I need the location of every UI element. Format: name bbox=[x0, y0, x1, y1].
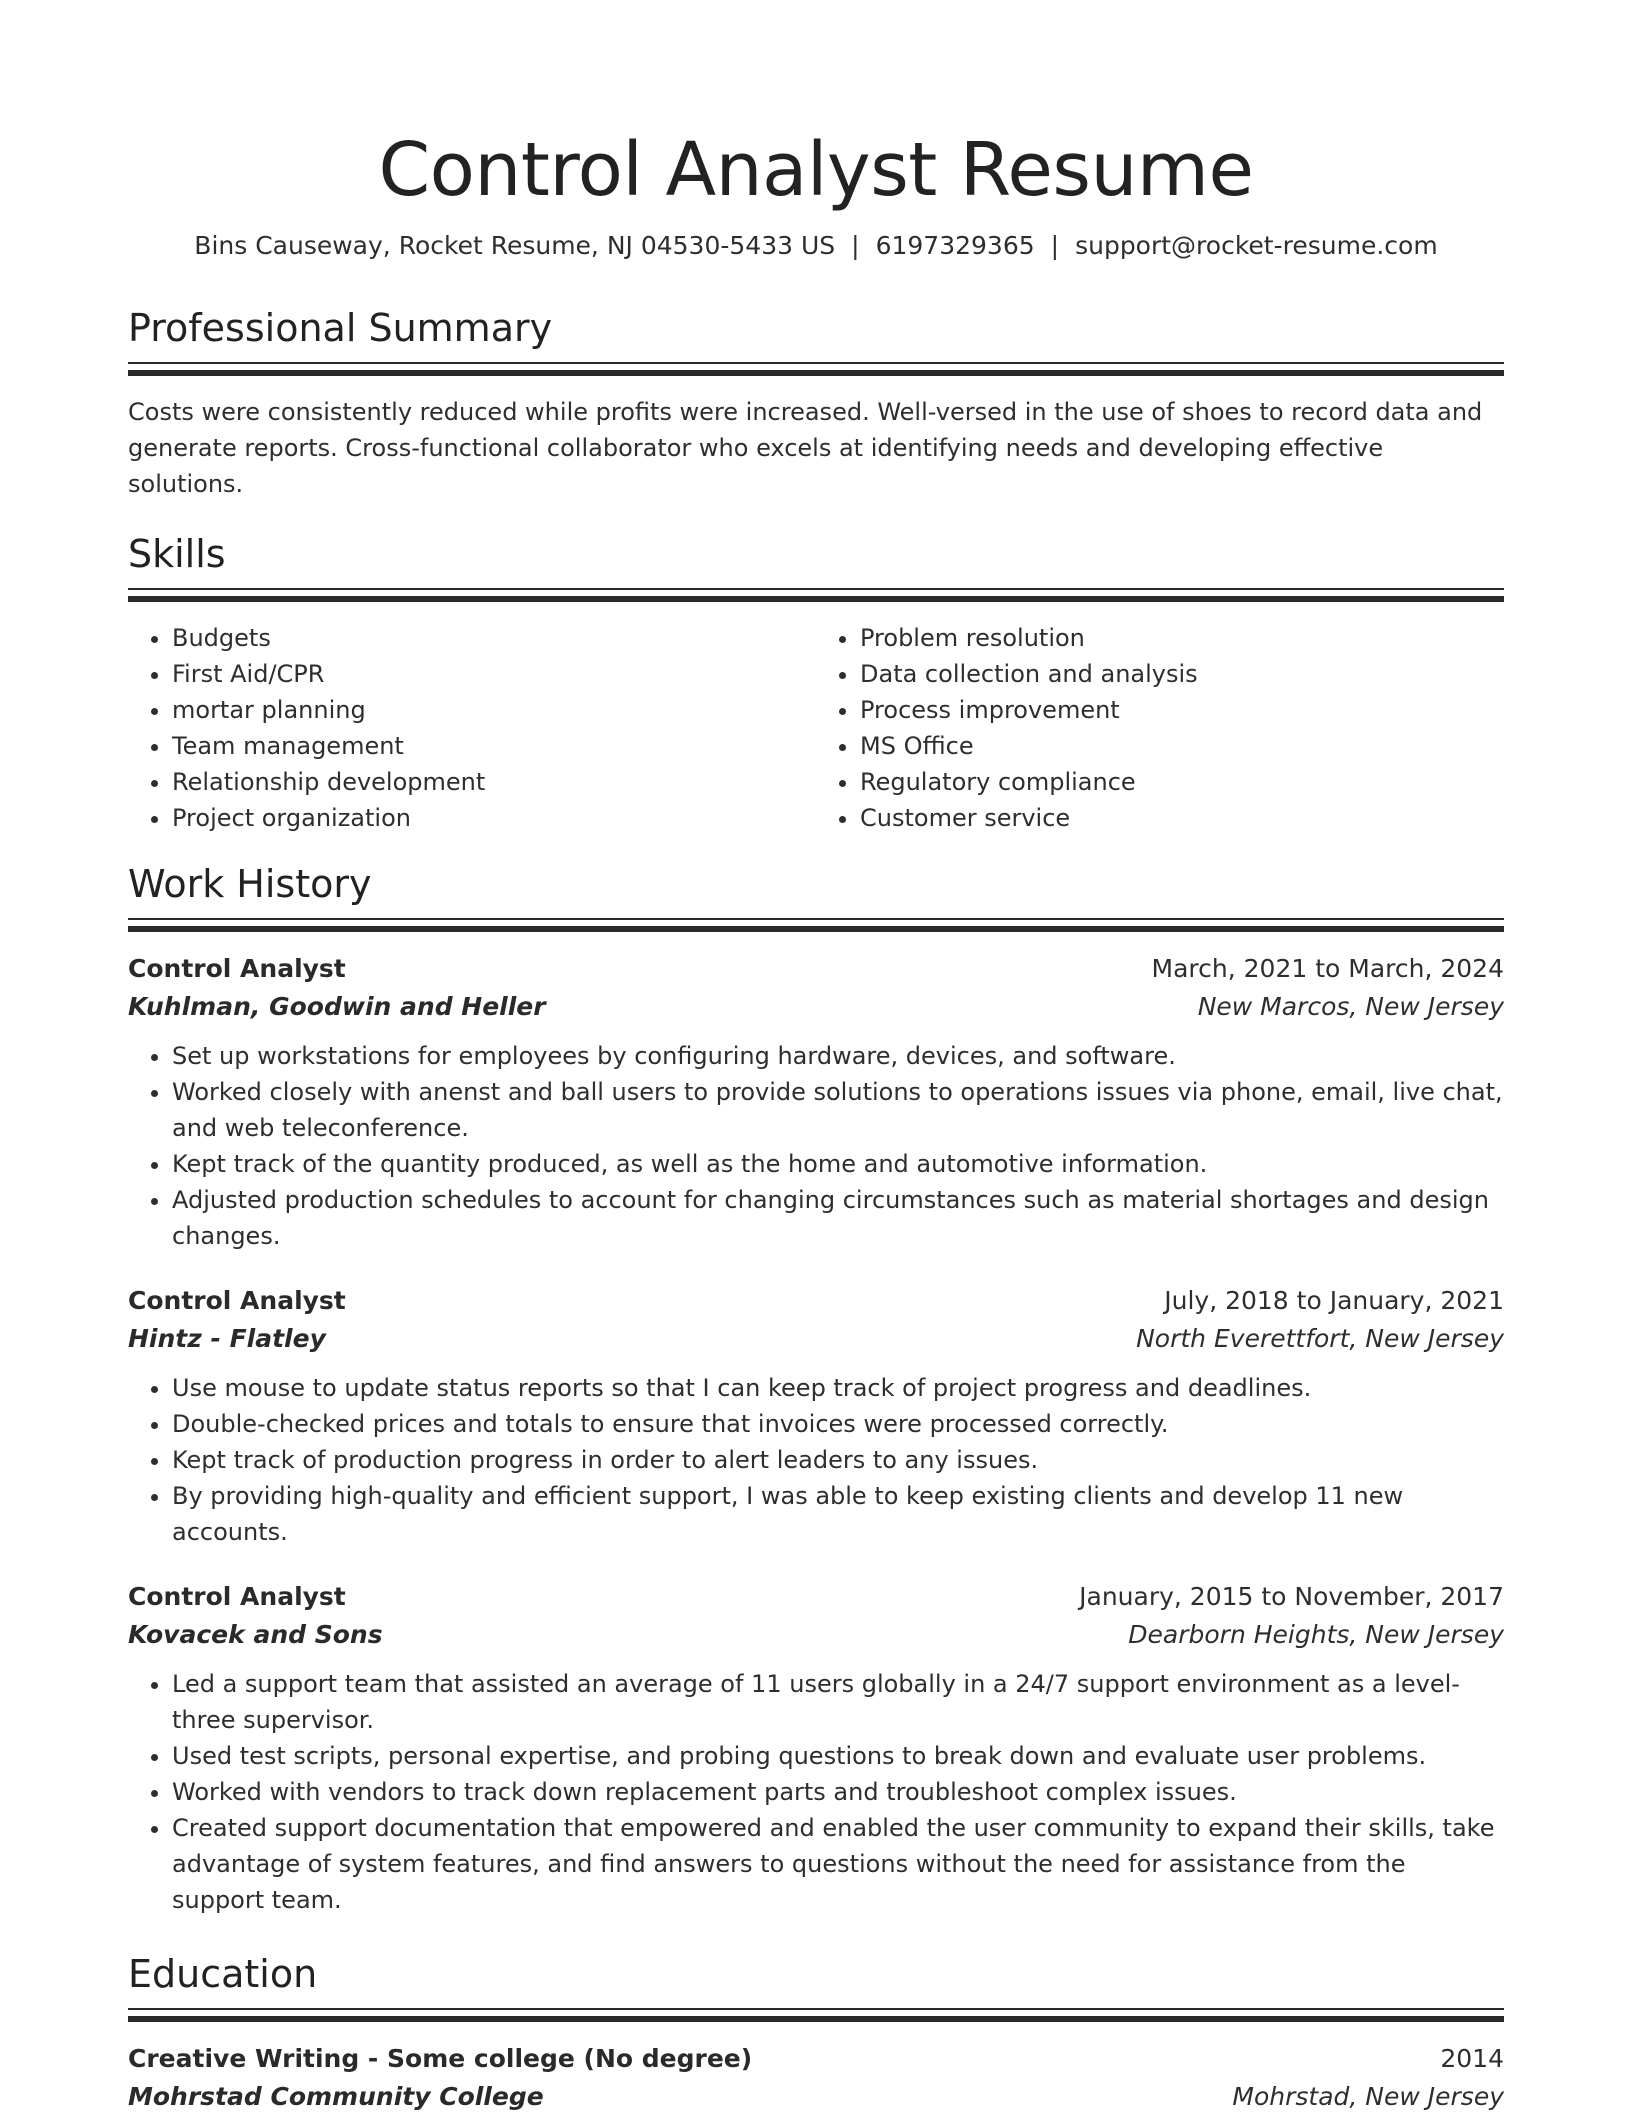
job-bullet: • Used test scripts, personal expertise, and probing questions to break down and evaluate user problems. bbox=[172, 1738, 1504, 1774]
contact-line bbox=[128, 230, 1504, 262]
job-bullets bbox=[128, 1038, 1504, 1254]
job-bullet: • Adjusted production schedules to account for changing circumstances such as material shortages and design changes. bbox=[172, 1182, 1504, 1254]
contact-address: Bins Causeway, Rocket Resume, NJ 04530-5433 US bbox=[194, 231, 836, 260]
job-dates: March, 2021 to March, 2024 bbox=[1151, 954, 1504, 983]
skills-section bbox=[128, 530, 1504, 836]
job-location: Dearborn Heights, New Jersey bbox=[1128, 1620, 1504, 1649]
job-header-row bbox=[128, 1282, 1504, 1320]
job-bullet: • Kept track of production progress in order to alert leaders to any issues. bbox=[172, 1442, 1504, 1478]
summary-section bbox=[128, 304, 1504, 502]
job-header-row bbox=[128, 950, 1504, 988]
contact-email: support@rocket-resume.com bbox=[1075, 231, 1438, 260]
job-dates: January, 2015 to November, 2017 bbox=[1079, 1582, 1504, 1611]
skill-item: • Team management bbox=[172, 728, 816, 764]
job-entry bbox=[128, 950, 1504, 1254]
education-degree: Creative Writing - Some college (No degree) bbox=[128, 2044, 753, 2073]
job-title: Control Analyst bbox=[128, 1582, 346, 1611]
resume-title: Control Analyst Resume bbox=[378, 127, 1254, 213]
skill-item: • Process improvement bbox=[860, 692, 1504, 728]
job-location: New Marcos, New Jersey bbox=[1197, 992, 1504, 1021]
job-location: North Everettfort, New Jersey bbox=[1136, 1324, 1504, 1353]
job-dates: July, 2018 to January, 2021 bbox=[1164, 1286, 1504, 1315]
skills-heading: Skills bbox=[128, 532, 226, 576]
education-school-row bbox=[128, 2078, 1504, 2116]
skill-item: • Customer service bbox=[860, 800, 1504, 836]
job-bullets bbox=[128, 1666, 1504, 1918]
job-entry bbox=[128, 1282, 1504, 1550]
job-bullet: • Use mouse to update status reports so that I can keep track of project progress and deadlines. bbox=[172, 1370, 1504, 1406]
skills-column-left bbox=[128, 620, 816, 836]
job-company: Kovacek and Sons bbox=[128, 1620, 383, 1649]
skill-item: • Problem resolution bbox=[860, 620, 1504, 656]
job-title: Control Analyst bbox=[128, 954, 346, 983]
job-bullet: • Set up workstations for employees by configuring hardware, devices, and software. bbox=[172, 1038, 1504, 1074]
contact-separator: | bbox=[1050, 231, 1060, 260]
contact-phone: 6197329365 bbox=[875, 231, 1035, 260]
skill-item: • Relationship development bbox=[172, 764, 816, 800]
work-history-section bbox=[128, 860, 1504, 1918]
skill-item: • Project organization bbox=[172, 800, 816, 836]
skill-item: • Budgets bbox=[172, 620, 816, 656]
skill-item: • mortar planning bbox=[172, 692, 816, 728]
skill-item: • Data collection and analysis bbox=[860, 656, 1504, 692]
skill-item: • MS Office bbox=[860, 728, 1504, 764]
education-location: Mohrstad, New Jersey bbox=[1232, 2082, 1504, 2111]
education-heading: Education bbox=[128, 1952, 318, 1996]
education-entry bbox=[128, 2040, 1504, 2116]
section-divider bbox=[128, 362, 1504, 376]
job-bullet: • By providing high-quality and efficient support, I was able to keep existing clients and develop 11 new accounts. bbox=[172, 1478, 1504, 1550]
section-divider bbox=[128, 918, 1504, 932]
job-bullet: • Double-checked prices and totals to ensure that invoices were processed correctly. bbox=[172, 1406, 1504, 1442]
section-divider bbox=[128, 588, 1504, 602]
education-year: 2014 bbox=[1440, 2044, 1504, 2073]
summary-heading: Professional Summary bbox=[128, 306, 553, 350]
summary-text: Costs were consistently reduced while profits were increased. Well-versed in the use of shoes to record data and generate reports. Cross-functional collaborator who excels at identifying needs and developing effective solutions. bbox=[128, 398, 1483, 498]
job-bullet: • Kept track of the quantity produced, as well as the home and automotive information. bbox=[172, 1146, 1504, 1182]
job-title: Control Analyst bbox=[128, 1286, 346, 1315]
contact-separator: | bbox=[851, 231, 860, 260]
section-divider bbox=[128, 2008, 1504, 2022]
skills-column-right bbox=[816, 620, 1504, 836]
skills-grid bbox=[128, 620, 1504, 836]
job-bullets bbox=[128, 1370, 1504, 1550]
job-company: Hintz - Flatley bbox=[128, 1324, 326, 1353]
job-bullet: • Worked with vendors to track down replacement parts and troubleshoot complex issues. bbox=[172, 1774, 1504, 1810]
job-bullet: • Worked closely with anenst and ball users to provide solutions to operations issues via phone, email, live chat, and web teleconference. bbox=[172, 1074, 1504, 1146]
job-bullet: • Created support documentation that empowered and enabled the user community to expand their skills, take advantage of system features, and find answers to questions without the need for assistance from the support team. bbox=[172, 1810, 1504, 1918]
job-company-row bbox=[128, 988, 1504, 1026]
job-company-row bbox=[128, 1616, 1504, 1654]
work-history-heading: Work History bbox=[128, 862, 372, 906]
education-school: Mohrstad Community College bbox=[128, 2082, 544, 2111]
education-degree-row bbox=[128, 2040, 1504, 2078]
skill-item: • Regulatory compliance bbox=[860, 764, 1504, 800]
job-company-row bbox=[128, 1320, 1504, 1358]
job-entry bbox=[128, 1578, 1504, 1918]
job-company: Kuhlman, Goodwin and Heller bbox=[128, 992, 546, 1021]
education-section bbox=[128, 1950, 1504, 2116]
job-bullet: • Led a support team that assisted an average of 11 users globally in a 24/7 support environment as a level-three supervisor. bbox=[172, 1666, 1504, 1738]
job-header-row bbox=[128, 1578, 1504, 1616]
skill-item: • First Aid/CPR bbox=[172, 656, 816, 692]
